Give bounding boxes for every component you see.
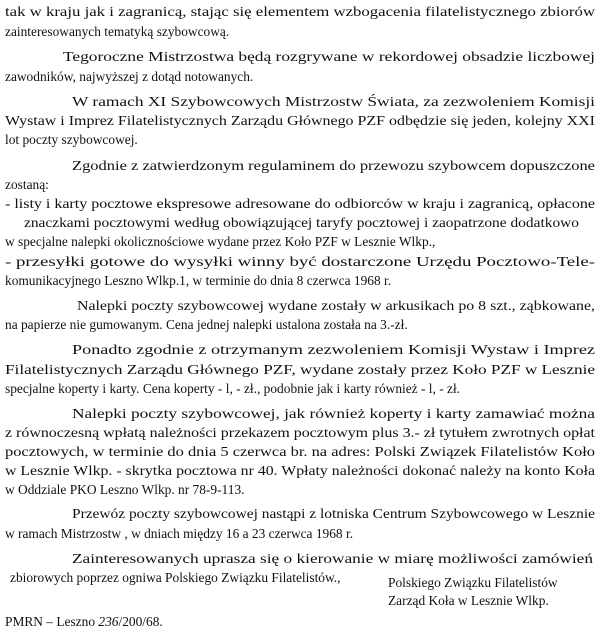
signature-line: Polskiego Związku Filatelistów bbox=[388, 575, 558, 590]
text-line: z równoczesną wpłatą należności przekazem pocztowym plus 3.- zł tytułem zwrotnych opłat bbox=[5, 425, 595, 440]
signature-line: Zarząd Koła w Lesznie Wlkp. bbox=[388, 593, 549, 608]
reference-number: 236 bbox=[98, 614, 119, 629]
text-line: zainteresowanych tematyką szybowcową. bbox=[5, 24, 230, 39]
text-line: komunikacyjnego Leszno Wlkp.1, w terminie do dnia 8 czerwca 1968 r. bbox=[5, 273, 392, 288]
text-line: specjalne koperty i karty. Cena koperty - l, - zł., podobnie jak i karty również - l, - zł. bbox=[5, 381, 461, 396]
text-line: Ponadto zgodnie z otrzymanym zezwoleniem Komisji Wystaw i Imprez bbox=[72, 342, 595, 357]
text-line: W ramach XI Szybowcowych Mistrzostw Świata, za zezwoleniem Komisji bbox=[72, 94, 595, 109]
text-line: w ramach Mistrzostw , w dniach między 16 a 23 czerwca 1968 r. bbox=[5, 526, 354, 541]
text-line: zbiorowych poprzez ogniwa Polskiego Związku Filatelistów., bbox=[10, 570, 341, 585]
reference-prefix: PMRN – Leszno bbox=[5, 614, 99, 629]
text-line: - przesyłki gotowe do wysyłki winny być dostarczone Urzędu Pocztowo-Tele- bbox=[5, 254, 595, 269]
document-reference bbox=[5, 612, 163, 633]
text-line: Wystaw i Imprez Filatelistycznych Zarządu Głównego PZF odbędzie się jeden, kolejny XXI bbox=[5, 113, 595, 128]
text-line: Nalepki poczty szybowcowej, jak również koperty i karty zamawiać można bbox=[72, 406, 595, 421]
text-line: Przewóz poczty szybowcowej nastąpi z lotniska Centrum Szybowcowego w Lesznie bbox=[72, 506, 595, 521]
text-line: - listy i karty pocztowe ekspresowe adresowane do odbiorców w kraju i zagranicą, opłacone bbox=[5, 196, 595, 211]
text-line: pocztowych, w terminie do dnia 5 czerwca br. na adres: Polski Związek Filatelistów Koło bbox=[5, 444, 595, 459]
text-line: Filatelistycznych Zarządu Głównego PZF, wydane zostały przez Koło PZF w Lesznie bbox=[5, 362, 595, 377]
text-line: zostaną: bbox=[5, 177, 49, 192]
text-line: lot poczty szybowcowej. bbox=[5, 132, 138, 147]
text-line: na papierze nie gumowanym. Cena jednej nalepki ustalona została na 3.-zł. bbox=[5, 317, 408, 332]
text-line: w Lesznie Wlkp. - skrytka pocztowa nr 40. Wpłaty należności dokonać należy na konto Koła bbox=[5, 463, 595, 478]
reference-suffix: /200/68. bbox=[118, 614, 163, 629]
text-line: Tegoroczne Mistrzostwa będą rozgrywane w rekordowej obsadzie liczbowej bbox=[63, 49, 595, 64]
text-line: Nalepki poczty szybowcowej wydane zostały w arkusikach po 8 szt., ząbkowane, bbox=[77, 298, 595, 313]
text-line: w Oddziale PKO Leszno Wlkp. nr 78-9-113. bbox=[5, 482, 245, 497]
text-line: Zainteresowanych uprasza się o kierowanie w miarę możliwości zamówień bbox=[72, 551, 593, 566]
text-line: Zgodnie z zatwierdzonym regulaminem do przewozu szybowcem dopuszczone bbox=[72, 158, 595, 173]
text-line: w specjalne nalepki okolicznościowe wydane przez Koło PZF w Lesznie Wlkp., bbox=[5, 234, 436, 249]
text-line: tak w kraju jak i zagranicą, stając się elementem wzbogacenia filatelistycznego zbiorów bbox=[5, 4, 595, 19]
text-line: znaczkami pocztowymi według obowiązującej taryfy pocztowej i zaopatrzone dodatkowo bbox=[24, 215, 579, 230]
text-line: zawodników, najwyższej z dotąd notowanych. bbox=[5, 69, 254, 84]
